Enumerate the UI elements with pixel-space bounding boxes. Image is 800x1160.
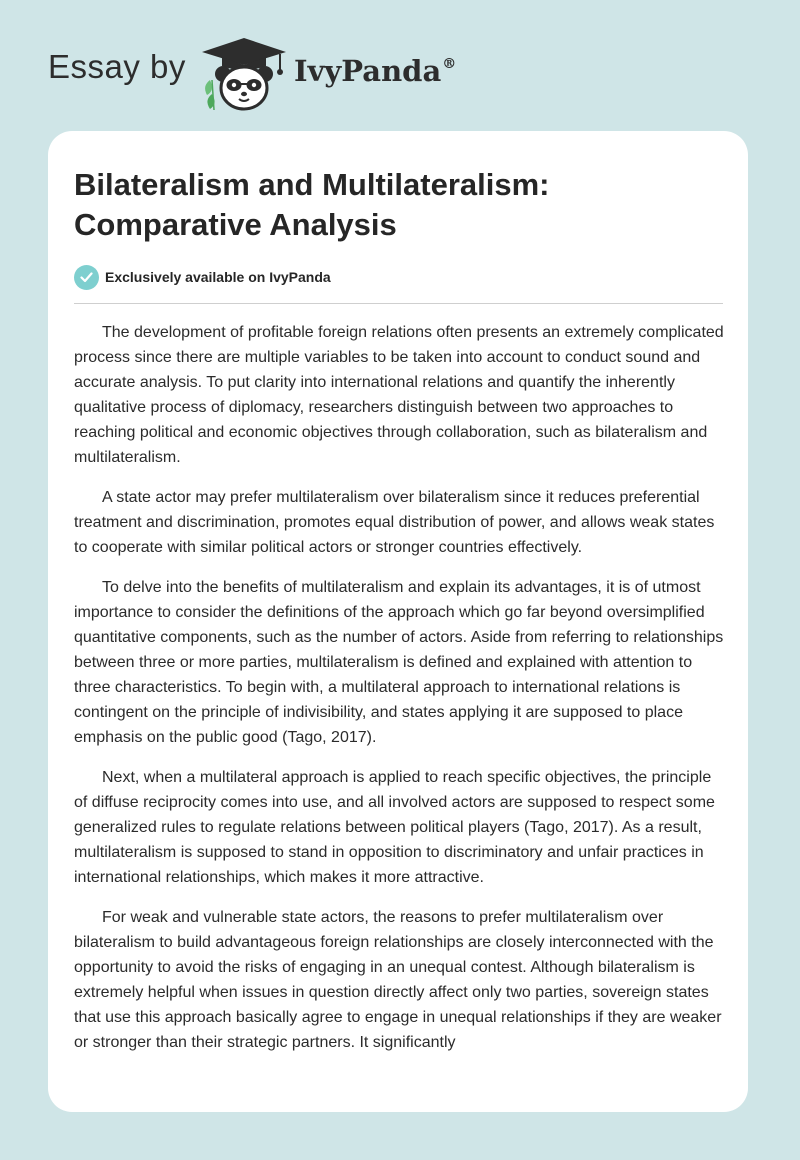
article-card	[48, 131, 748, 1112]
page-title: Bilateralism and Multilateralism: Comparative Analysis	[74, 167, 550, 242]
brand-name[interactable]	[294, 54, 456, 88]
brand-text: IvyPanda	[294, 54, 442, 88]
panda-logo-icon[interactable]	[198, 36, 290, 112]
paragraph: To delve into the benefits of multilateralism and explain its advantages, it is of utmost importance to consider the definitions of the approach which go far beyond oversimplified quantitative components, such as the number of actors. Aside from referring to relationships between three or more parties, multilateralism is defined and explained with attention to three characteristics. To begin with, a multilateral approach to international relations is contingent on the principle of indivisibility, and states applying it are supposed to place emphasis on the public good (Tago, 2017).	[74, 579, 724, 746]
exclusive-badge	[74, 264, 331, 290]
check-icon	[74, 265, 99, 290]
essay-by-label: Essay by	[48, 48, 186, 85]
registered-mark: ®	[442, 56, 457, 72]
exclusive-label: Exclusively available on IvyPanda	[105, 269, 331, 285]
paragraph: The development of profitable foreign relations often presents an extremely complicated process since there are multiple variables to be taken into account to conduct sound and accurate analysis. To put clarity into international relations and quantify the inherently qualitative process of diplomacy, researchers distinguish between two approaches to reaching political and economic objectives through collaboration, such as bilateralism and multilateralism.	[74, 324, 724, 466]
paragraph: Next, when a multilateral approach is applied to reach specific objectives, the principle of diffuse reciprocity comes into use, and all involved actors are supposed to respect some generalized rules to regulate relations between political players (Tago, 2017). As a result, multilateralism is supposed to stand in opposition to discriminatory and unfair practices in international relationships, which makes it more attractive.	[74, 769, 715, 886]
article-body	[74, 320, 724, 1070]
paragraph: For weak and vulnerable state actors, the reasons to prefer multilateralism over bilateralism to build advantageous foreign relationships are closely interconnected with the opportunity to avoid the risks of engaging in an unequal contest. Although bilateralism is extremely helpful when issues in question directly affect only two parties, sovereign states that use this approach basically agree to engage in unequal relationships if they are weaker or stronger than their strategic partners. It significantly	[74, 909, 722, 1051]
site-header	[0, 0, 800, 130]
paragraph: A state actor may prefer multilateralism over bilateralism since it reduces preferential treatment and discrimination, promotes equal distribution of power, and allows weak states to cooperate with similar political actors or stronger countries effectively.	[74, 489, 715, 556]
divider	[74, 303, 723, 304]
